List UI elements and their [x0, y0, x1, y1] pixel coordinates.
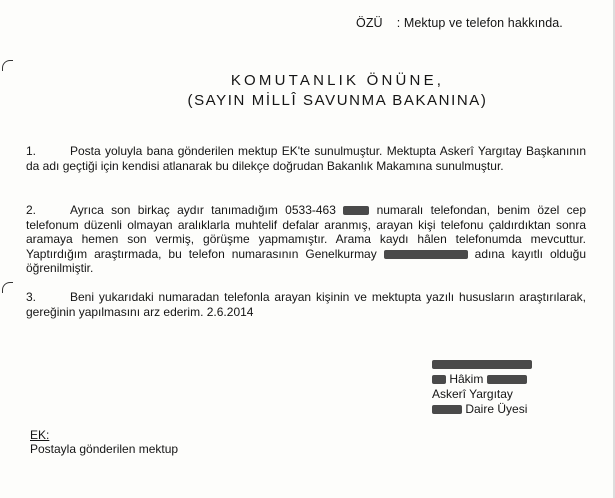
paragraph-text-c: adına kayıtlı olduğu öğrenilmiştir.	[26, 246, 586, 275]
hole-punch-mark	[2, 282, 13, 293]
paragraph-1	[26, 144, 586, 173]
redaction-mark	[432, 375, 446, 384]
paragraph-number: 3.	[26, 290, 37, 304]
paragraph-number: 2.	[26, 203, 37, 217]
redaction-mark	[384, 250, 468, 259]
subject-line	[356, 16, 563, 30]
subject-key: ÖZÜ	[356, 16, 383, 30]
signature-office-line	[432, 402, 532, 417]
paragraph-text: Posta yoluyla bana gönderilen mektup EK'te sunulmuştur. Mektupta Askerî Yargıtay Başkanının da adı geçtiği için kendisi atlanarak bu dilekçe doğrudan Bakanlık Makamına sunulmuştur.	[26, 144, 586, 173]
attachment-block	[30, 428, 178, 456]
signature-rank: Hâkim	[449, 372, 484, 386]
signature-office: Daire Üyesi	[465, 402, 528, 416]
paragraph-text-b: numaralı telefondan, benim özel cep telefonum düzenli olmayan aralıklarla muhtelif defalar aranmış, arayan kişi telefonu çaldırdıktan sonra aramaya hemen son vermiş, görüşme yapmamıştır. Arama kaydı hâlen telefonumda mevcuttur. Yaptırdığım araştırmada, bu telefon numarasının Genelkurmay	[26, 203, 587, 261]
signature-block	[432, 357, 532, 417]
paragraph-text-a: Ayrıca son birkaç aydır tanımadığım 0533-463	[70, 203, 336, 217]
redaction-mark	[432, 405, 462, 414]
paragraph-3	[26, 290, 586, 319]
hole-punch-mark	[2, 60, 13, 71]
signature-name-line	[432, 357, 532, 372]
redaction-mark	[343, 206, 369, 215]
paragraph-text: Beni yukarıdaki numaradan telefonla arayan kişinin ve mektupta yazılı hususların araştırılarak, gereğinin yapılmasını arz ederim. 2.6.2014	[26, 290, 586, 319]
signature-court: Askerî Yargıtay	[432, 387, 513, 401]
paragraph-2	[26, 203, 586, 276]
signature-rank-line	[432, 372, 532, 387]
redaction-mark	[487, 375, 527, 384]
redaction-mark	[432, 360, 532, 369]
subject-text: : Mektup ve telefon hakkında.	[396, 16, 563, 30]
addressee-title: KOMUTANLIK ÖNÜNE,	[230, 72, 445, 89]
paragraph-number: 1.	[26, 144, 37, 158]
attachment-label: EK:	[30, 428, 50, 442]
addressee-subtitle: (SAYIN MİLLÎ SAVUNMA BAKANINA)	[187, 92, 488, 109]
attachment-text: Postayla gönderilen mektup	[30, 442, 179, 456]
